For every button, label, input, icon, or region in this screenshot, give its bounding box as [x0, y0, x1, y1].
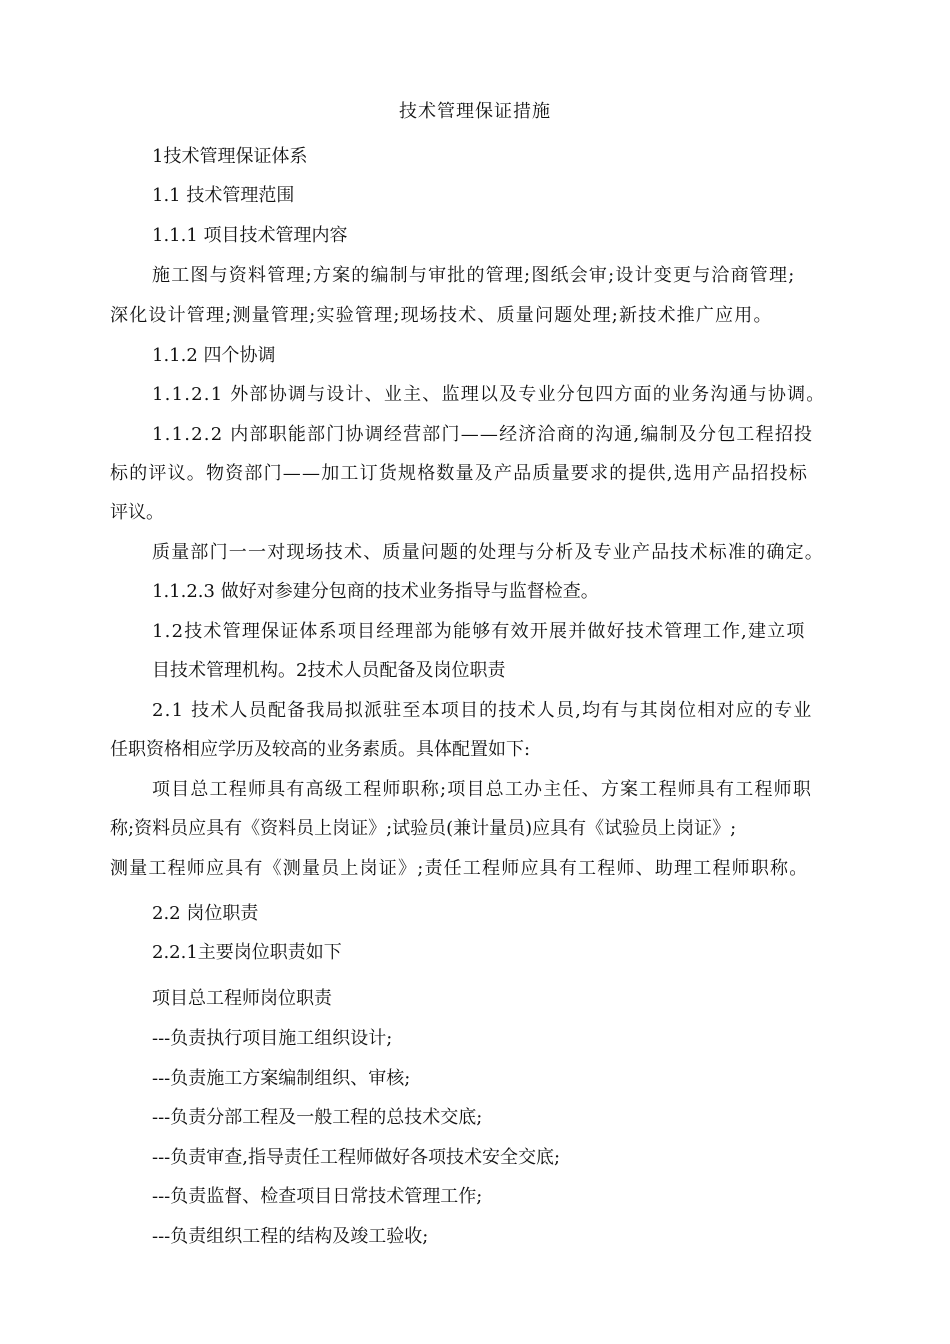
paragraph-line: 深化设计管理;测量管理;实验管理;现场技术、质量问题处理;新技术推广应用。	[110, 305, 773, 326]
document-title: 技术管理保证措施	[399, 101, 551, 122]
list-item: ---负责监督、检查项目日常技术管理工作;	[152, 1186, 483, 1207]
paragraph-line: 1.2技术管理保证体系项目经理部为能够有效开展并做好技术管理工作,建立项	[152, 621, 806, 642]
list-item: ---负责审查,指导责任工程师做好各项技术安全交底;	[152, 1147, 561, 1168]
paragraph-line: 项目总工程师具有高级工程师职称;项目总工办主任、方案工程师具有工程师职	[152, 779, 813, 800]
paragraph-line: 质量部门一一对现场技术、质量问题的处理与分析及专业产品技术标准的确定。	[152, 542, 824, 563]
list-item: ---负责分部工程及一般工程的总技术交底;	[152, 1107, 483, 1128]
paragraph-line: 1.1.2.3 做好对参建分包商的技术业务指导与监督检查。	[152, 581, 599, 602]
subheading: 项目总工程师岗位职责	[152, 988, 332, 1009]
heading-2-2: 2.2 岗位职责	[152, 903, 259, 924]
heading-1: 1技术管理保证体系	[152, 146, 308, 167]
heading-2-2-1: 2.2.1主要岗位职责如下	[152, 942, 342, 963]
heading-1-1-1: 1.1.1 项目技术管理内容	[152, 225, 348, 246]
paragraph-line: 施工图与资料管理;方案的编制与审批的管理;图纸会审;设计变更与洽商管理;	[152, 265, 796, 286]
paragraph-line: 测量工程师应具有《测量员上岗证》;责任工程师应具有工程师、助理工程师职称。	[110, 858, 809, 879]
heading-1-1-2: 1.1.2 四个协调	[152, 345, 276, 366]
list-item: ---负责组织工程的结构及竣工验收;	[152, 1226, 429, 1247]
paragraph-line: 任职资格相应学历及较高的业务素质。具体配置如下:	[110, 739, 531, 760]
paragraph-line: 标的评议。物资部门——加工订货规格数量及产品质量要求的提供,选用产品招投标	[110, 463, 809, 484]
heading-1-1: 1.1 技术管理范围	[152, 185, 295, 206]
list-item: ---负责施工方案编制组织、审核;	[152, 1068, 411, 1089]
list-item: ---负责执行项目施工组织设计;	[152, 1028, 393, 1049]
paragraph-line: 1.1.2.1 外部协调与设计、业主、监理以及专业分包四方面的业务沟通与协调。	[152, 384, 826, 405]
paragraph-line: 1.1.2.2 内部职能部门协调经营部门——经济洽商的沟通,编制及分包工程招投	[152, 424, 814, 445]
paragraph-line: 2.1 技术人员配备我局拟派驻至本项目的技术人员,均有与其岗位相对应的专业	[152, 700, 813, 721]
paragraph-line: 目技术管理机构。2技术人员配备及岗位职责	[152, 660, 506, 681]
paragraph-line: 评议。	[110, 502, 164, 523]
paragraph-line: 称;资料员应具有《资料员上岗证》;试验员(兼计量员)应具有《试验员上岗证》;	[110, 818, 737, 839]
